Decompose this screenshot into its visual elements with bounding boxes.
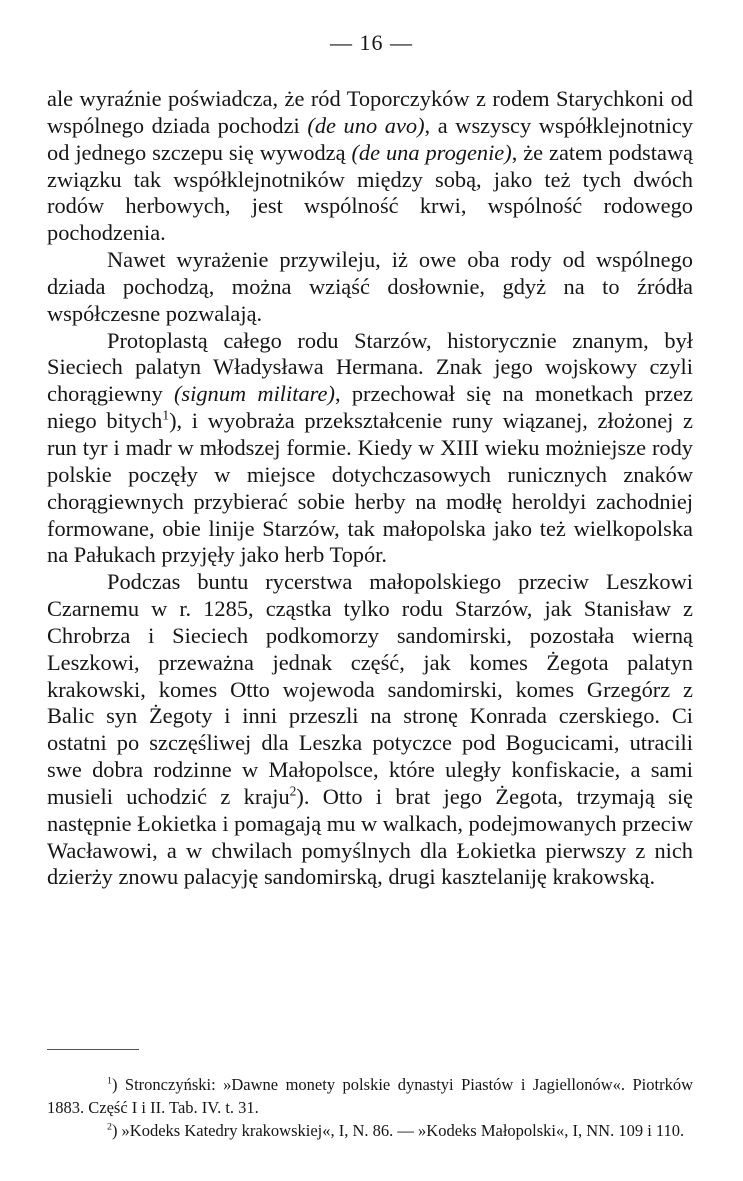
text-run: ), i wyobraża przekształcenie runy wiązanej, złożonej z run tyr i madr w młodszej formie. Kiedy w XIII wieku możniejsze rody polskie poczęły w miejsce dotychczasowych runicznych znaków chorągiewnych przybierać sobie herby na modłę heroldyi zachodniej formowane, obie linije Starzów, tak małopolska jako też wielkopolska na Pałukach przyjęły jako herb Topór. [47, 408, 693, 568]
text-run: , a wszyscy współklejnotnicy od jednego szczepu się wywodzą [47, 112, 694, 165]
text-run: Podczas buntu rycerstwa małopolskiego przeciw Leszkowi Czarnemu w r. 1285, cząstka tylko rodu Starzów, jak Stanisław z Chrobrza i Sieciech podkomorzy sandomirski, pozostała wierną Leszkowi, przeważna jednak część, jak komes Żegota palatyn krakowski, komes Otto wojewoda sandomirski, komes Grzegórz z Balic syn Żegoty i inni przeszli na stronę Konrada czerskiego. Ci ostatni po szczęśliwej dla Leszka potyczce pod Bogucicami, utracili swe dobra rodzinne w Małopolsce, które uległy konfiskacie, a sami musieli uchodzić z kraju [47, 569, 693, 809]
italic-phrase: (signum militare) [173, 381, 335, 407]
text-run: , że zatem podstawą związku tak współklejnotników między sobą, jako też tych dwóch rodów herbowych, jest wspólność krwi, wspólność rodowego pochodzenia. [47, 139, 693, 246]
footnote-marker: 1 [162, 407, 170, 423]
paragraph [47, 247, 693, 328]
text-run: ). Otto i brat jego Żegota, trzymają się następnie Łokietka i pomagają mu w walkach, podejmowanych przeciw Wacławowi, a w chwilach pomyślnych dla Łokietka pierwszy z nich dzierży znowu palacyję sandomirską, drugi kasztelaniję krakowską. [47, 783, 693, 890]
text-run: ale wyraźnie poświadcza, że ród Toporczyków z rodem Starychkoni od wspólnego dziada pochodzi [47, 86, 693, 138]
main-text [47, 86, 693, 891]
text-run: ) Stronczyński: »Dawne monety polskie dynastyi Piastów i Jagiellonów«. Piotrków 1883. Część I i II. Tab. IV. t. 31. [47, 1075, 693, 1117]
text-run: Nawet wyrażenie przywileju, iż owe oba rody od wspólnego dziada pochodzą, można wziąść dosłownie, gdyż na to źródła współczesne pozwalają. [47, 247, 693, 326]
text-run: , przechował się na monetkach przez niego bitych [47, 381, 693, 434]
italic-phrase: (de uno avo) [307, 112, 425, 138]
footnotes [47, 1073, 693, 1142]
footnote-marker: 1 [107, 1075, 112, 1087]
footnote [47, 1073, 693, 1119]
paragraph [47, 86, 693, 247]
text-run: ) »Kodeks Katedry krakowskiej«, I, N. 86. — »Kodeks Małopolski«, I, NN. 109 i 110. [111, 1121, 685, 1140]
italic-phrase: (de una progenie) [351, 139, 512, 165]
paragraph [47, 569, 693, 891]
footnote [47, 1119, 693, 1142]
footnote-separator [47, 1049, 139, 1050]
page-number: — 16 — [330, 30, 413, 55]
footnote-marker: 2 [289, 783, 297, 799]
footnote-marker: 2 [107, 1121, 112, 1133]
paragraph [47, 328, 693, 570]
text-run: Protoplastą całego rodu Starzów, historycznie znanym, był Sieciech palatyn Władysława Hermana. Znak jego wojskowy czyli chorągiewny [47, 327, 693, 407]
